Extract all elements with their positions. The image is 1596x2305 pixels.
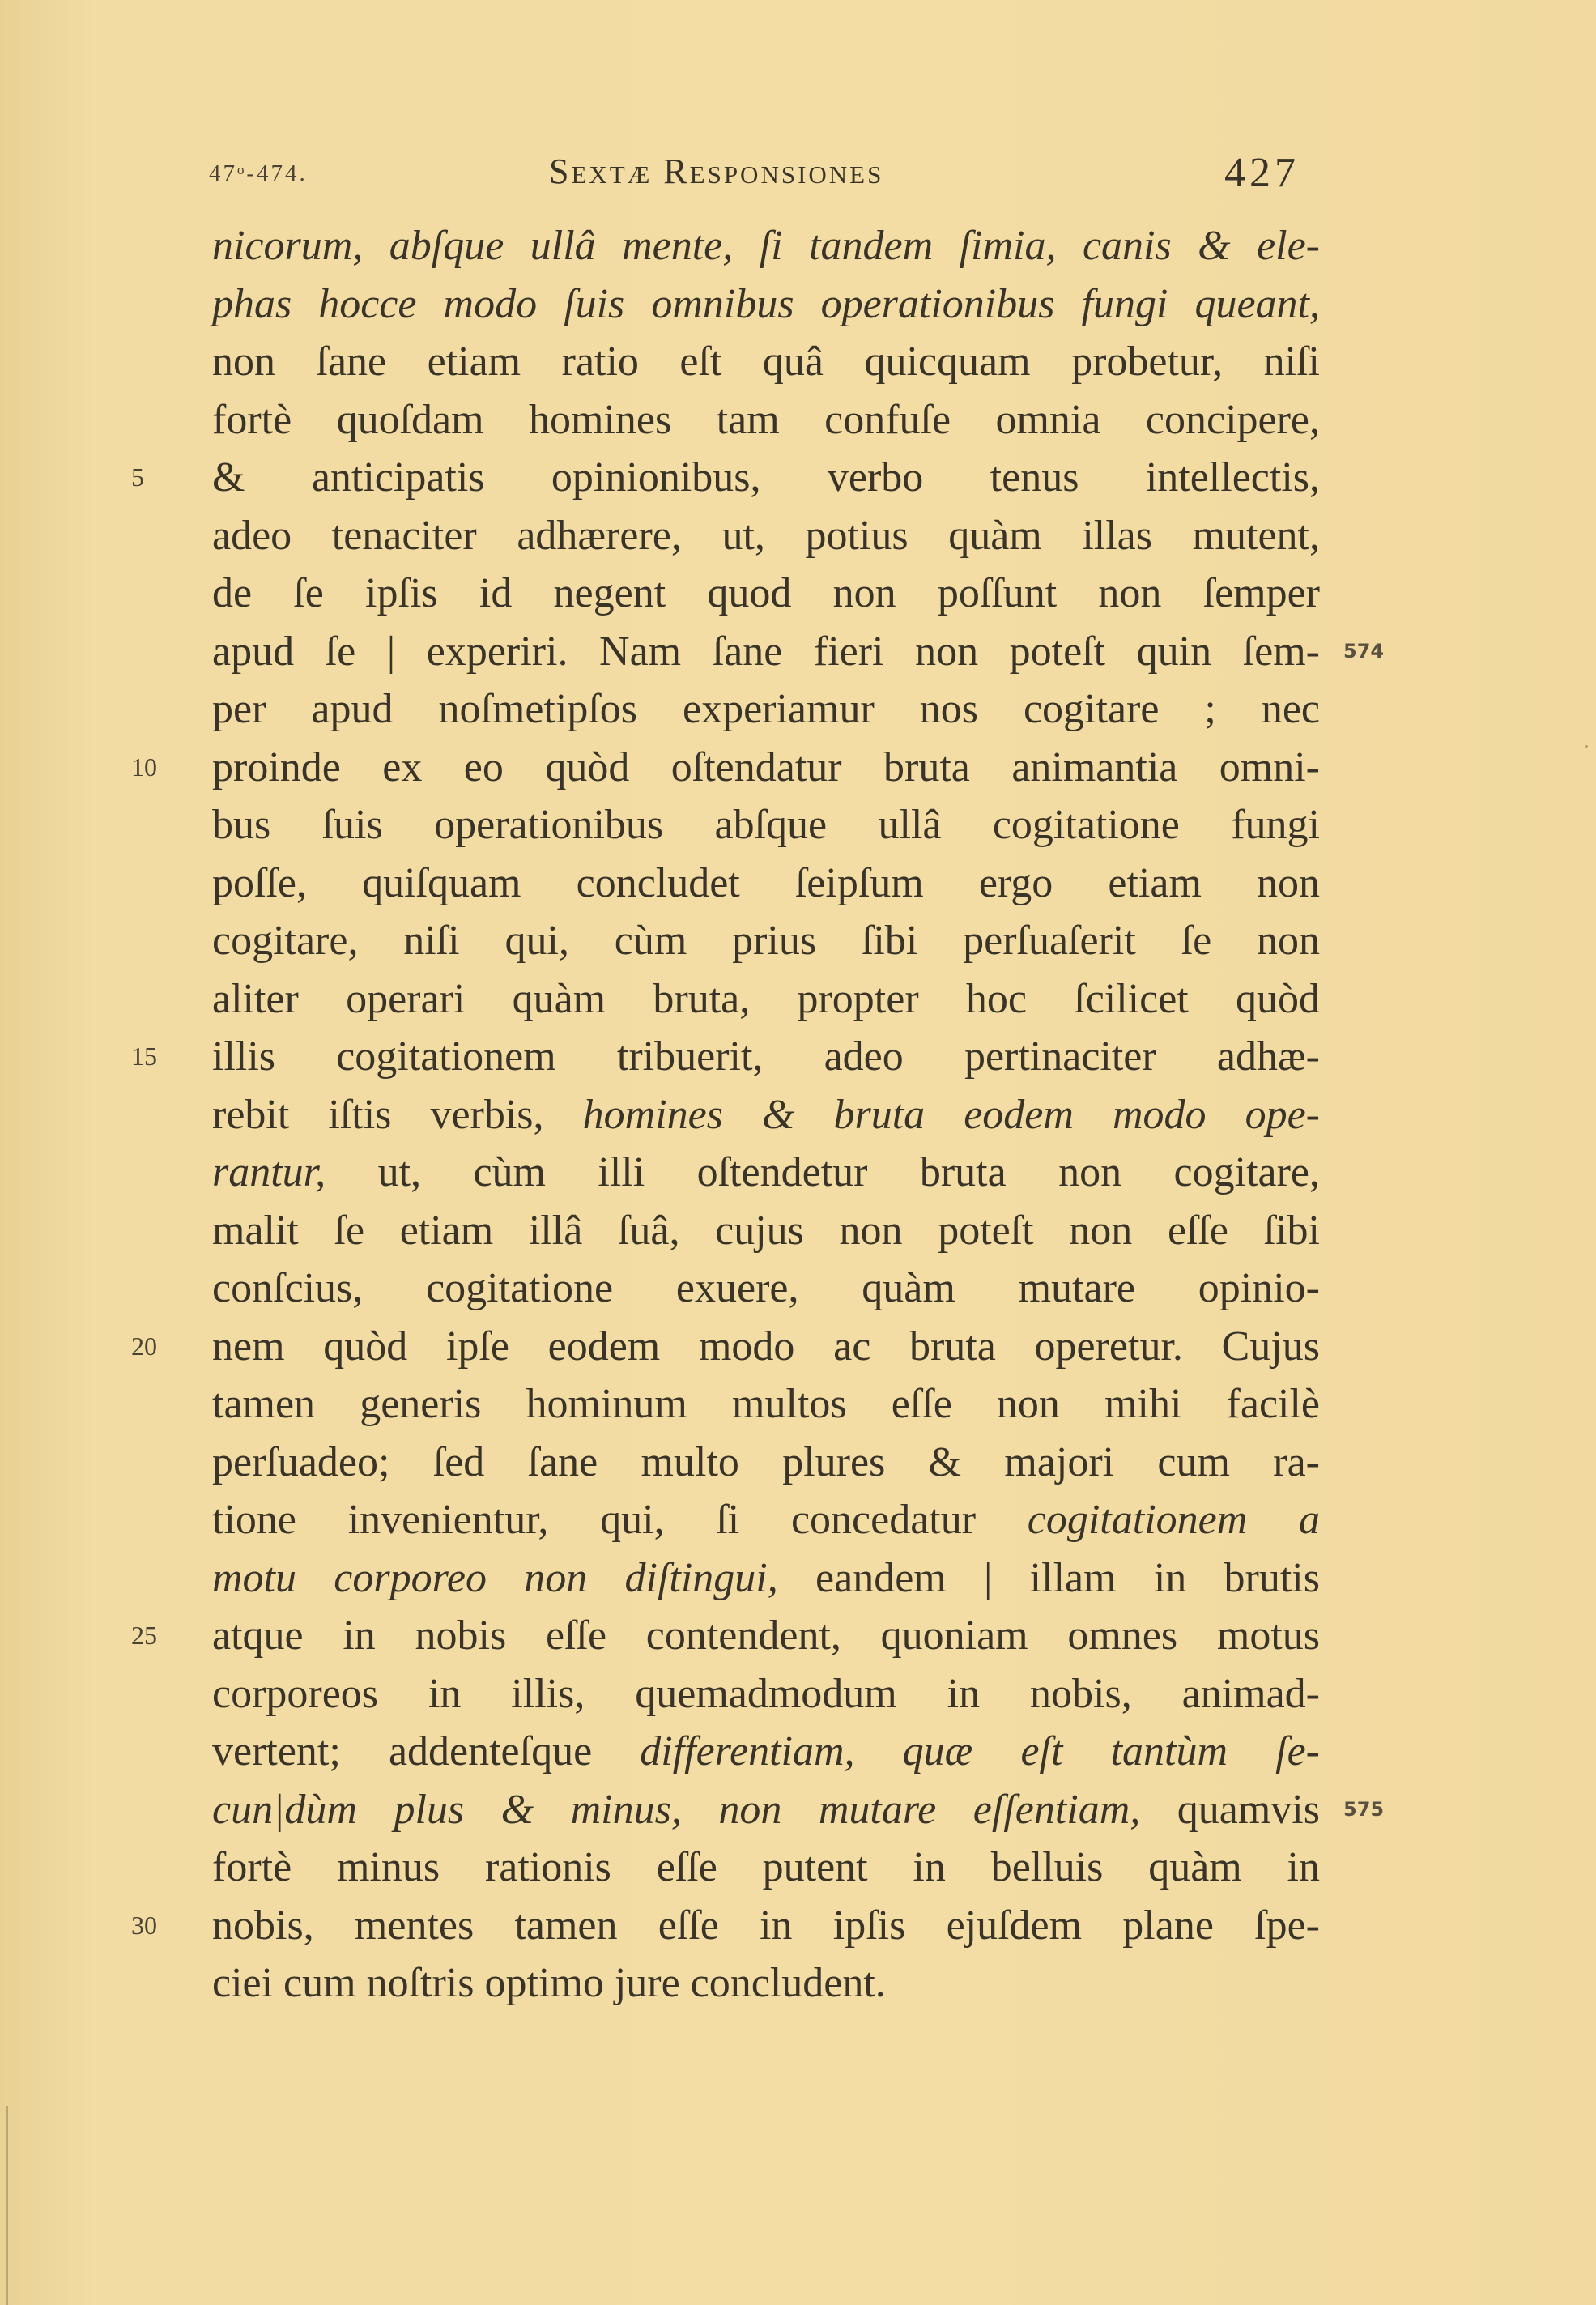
text-segment: tione invenientur, qui, ſi concedatur: [212, 1497, 1028, 1543]
text-line: [131, 449, 1320, 507]
text-segment: adeo tenaciter adhærere, ut, potius quàm illas mutent,: [212, 512, 1320, 559]
text-segment: non ſane etiam ratio eſt quâ quicquam probetur, niſi: [212, 339, 1320, 385]
text-segment: vertent; addenteſque: [212, 1728, 641, 1775]
italic-segment: rantur,: [212, 1149, 326, 1195]
italic-segment: phas hocce modo ſuis omnibus operationibus fungi queant,: [212, 280, 1320, 327]
body-text: [131, 217, 1385, 2013]
text-line: [212, 1838, 1320, 1897]
text-line: [212, 1375, 1320, 1434]
line-number: 10: [131, 752, 157, 782]
italic-segment: cogitationem a: [1027, 1497, 1320, 1543]
text-segment: tamen generis hominum multos eſſe non mihi facilè: [212, 1381, 1320, 1427]
text-segment: fortè minus rationis eſſe putent in belluis quàm in: [212, 1844, 1320, 1890]
text-line: [212, 912, 1320, 970]
text-segment: aliter operari quàm bruta, propter hoc ſcilicet quòd: [212, 975, 1320, 1022]
text-line: [212, 1086, 1320, 1144]
line-number: 5: [131, 462, 144, 492]
italic-segment: cun|dùm plus & minus, non mutare eſſentiam,: [212, 1786, 1141, 1833]
text-segment: ut, cùm illi oſtendetur bruta non cogitare,: [326, 1149, 1320, 1195]
text-line: [212, 1491, 1320, 1549]
text-line: [212, 1259, 1320, 1318]
running-header: [0, 151, 1596, 199]
italic-segment: differentiam, quæ eſt tantùm ſe-: [640, 1728, 1320, 1775]
text-segment: & anticipatis opinionibus, verbo tenus intellectis,: [212, 454, 1320, 501]
text-line: [212, 1781, 1385, 1839]
line-number: 30: [131, 1910, 157, 1940]
line-number: 20: [131, 1331, 157, 1361]
text-line: [212, 1549, 1320, 1608]
text-segment: ciei cum noſtris optimo jure concludent.: [212, 1960, 886, 2006]
binding-edge: [6, 2106, 8, 2305]
text-line: [212, 1954, 1320, 2013]
text-segment: apud ſe | experiri. Nam ſane fieri non poteſt quin ſem-: [212, 628, 1320, 675]
edition-page-marker: 575: [1343, 1797, 1385, 1821]
page-range: 47⁠ᵒ-474.: [209, 160, 308, 186]
text-line: [212, 1144, 1320, 1202]
text-line: [212, 391, 1320, 449]
text-segment: eandem | illam in brutis: [777, 1554, 1320, 1601]
text-line: [212, 333, 1320, 391]
italic-segment: motu corporeo non diſtingui,: [212, 1554, 778, 1601]
line-number: 25: [131, 1621, 157, 1650]
text-segment: fortè quoſdam homines tam confuſe omnia concipere,: [212, 396, 1320, 443]
text-line: [212, 1723, 1320, 1781]
page-number: 427: [1224, 150, 1300, 196]
edition-page-marker: 574: [1343, 639, 1385, 663]
text-segment: de ſe ipſis id negent quod non poſſunt non ſemper: [212, 570, 1320, 616]
italic-segment: homines & bruta eodem modo ope-: [582, 1091, 1320, 1138]
text-segment: illis cogitationem tribuerit, adeo pertinaciter adhæ-: [212, 1033, 1320, 1080]
line-number: 15: [131, 1042, 157, 1071]
text-line: [131, 1318, 1320, 1376]
text-segment: nobis, mentes tamen eſſe in ipſis ejuſdem plane ſpe-: [212, 1902, 1320, 1949]
text-segment: corporeos in illis, quemadmodum in nobis, animad-: [212, 1670, 1320, 1717]
text-segment: rebit iſtis verbis,: [212, 1091, 583, 1138]
paper-speck: [1585, 745, 1588, 748]
text-segment: bus ſuis operationibus abſque ullâ cogitatione fungi: [212, 802, 1320, 848]
text-line: [212, 507, 1320, 565]
text-line: [212, 796, 1320, 854]
text-line: [212, 970, 1320, 1029]
text-segment: per apud noſmetipſos experiamur nos cogitare ; nec: [212, 686, 1320, 732]
text-segment: poſſe, quiſquam concludet ſeipſum ergo etiam non: [212, 859, 1320, 906]
text-line: [212, 565, 1320, 623]
text-segment: proinde ex eo quòd oſtendatur bruta animantia omni-: [212, 743, 1320, 790]
running-title: Sextæ Responsiones: [549, 151, 884, 191]
italic-segment: nicorum, abſque ullâ mente, ſi tandem ſimia, canis & ele-: [212, 223, 1320, 269]
text-line: [212, 275, 1320, 334]
text-segment: quamvis: [1140, 1786, 1320, 1833]
text-segment: malit ſe etiam illâ ſuâ, cujus non poteſt non eſſe ſibi: [212, 1207, 1320, 1254]
text-segment: perſuadeo; ſed ſane multo plures & majori cum ra-: [212, 1438, 1320, 1485]
text-line: [212, 623, 1385, 681]
text-segment: conſcius, cogitatione exuere, quàm mutare opinio-: [212, 1265, 1320, 1311]
text-line: [212, 1434, 1320, 1492]
text-segment: nem quòd ipſe eodem modo ac bruta operetur. Cujus: [212, 1323, 1320, 1370]
text-line: [131, 1897, 1320, 1955]
text-line: [212, 680, 1320, 739]
text-line: [131, 1607, 1320, 1665]
text-line: [212, 1202, 1320, 1260]
text-line: [131, 739, 1320, 797]
text-segment: atque in nobis eſſe contendent, quoniam omnes motus: [212, 1613, 1320, 1659]
text-line: [212, 217, 1320, 275]
text-line: [212, 854, 1320, 913]
text-line: [212, 1665, 1320, 1723]
text-segment: cogitare, niſi qui, cùm prius ſibi perſuaſerit ſe non: [212, 918, 1320, 964]
text-line: [131, 1028, 1320, 1086]
